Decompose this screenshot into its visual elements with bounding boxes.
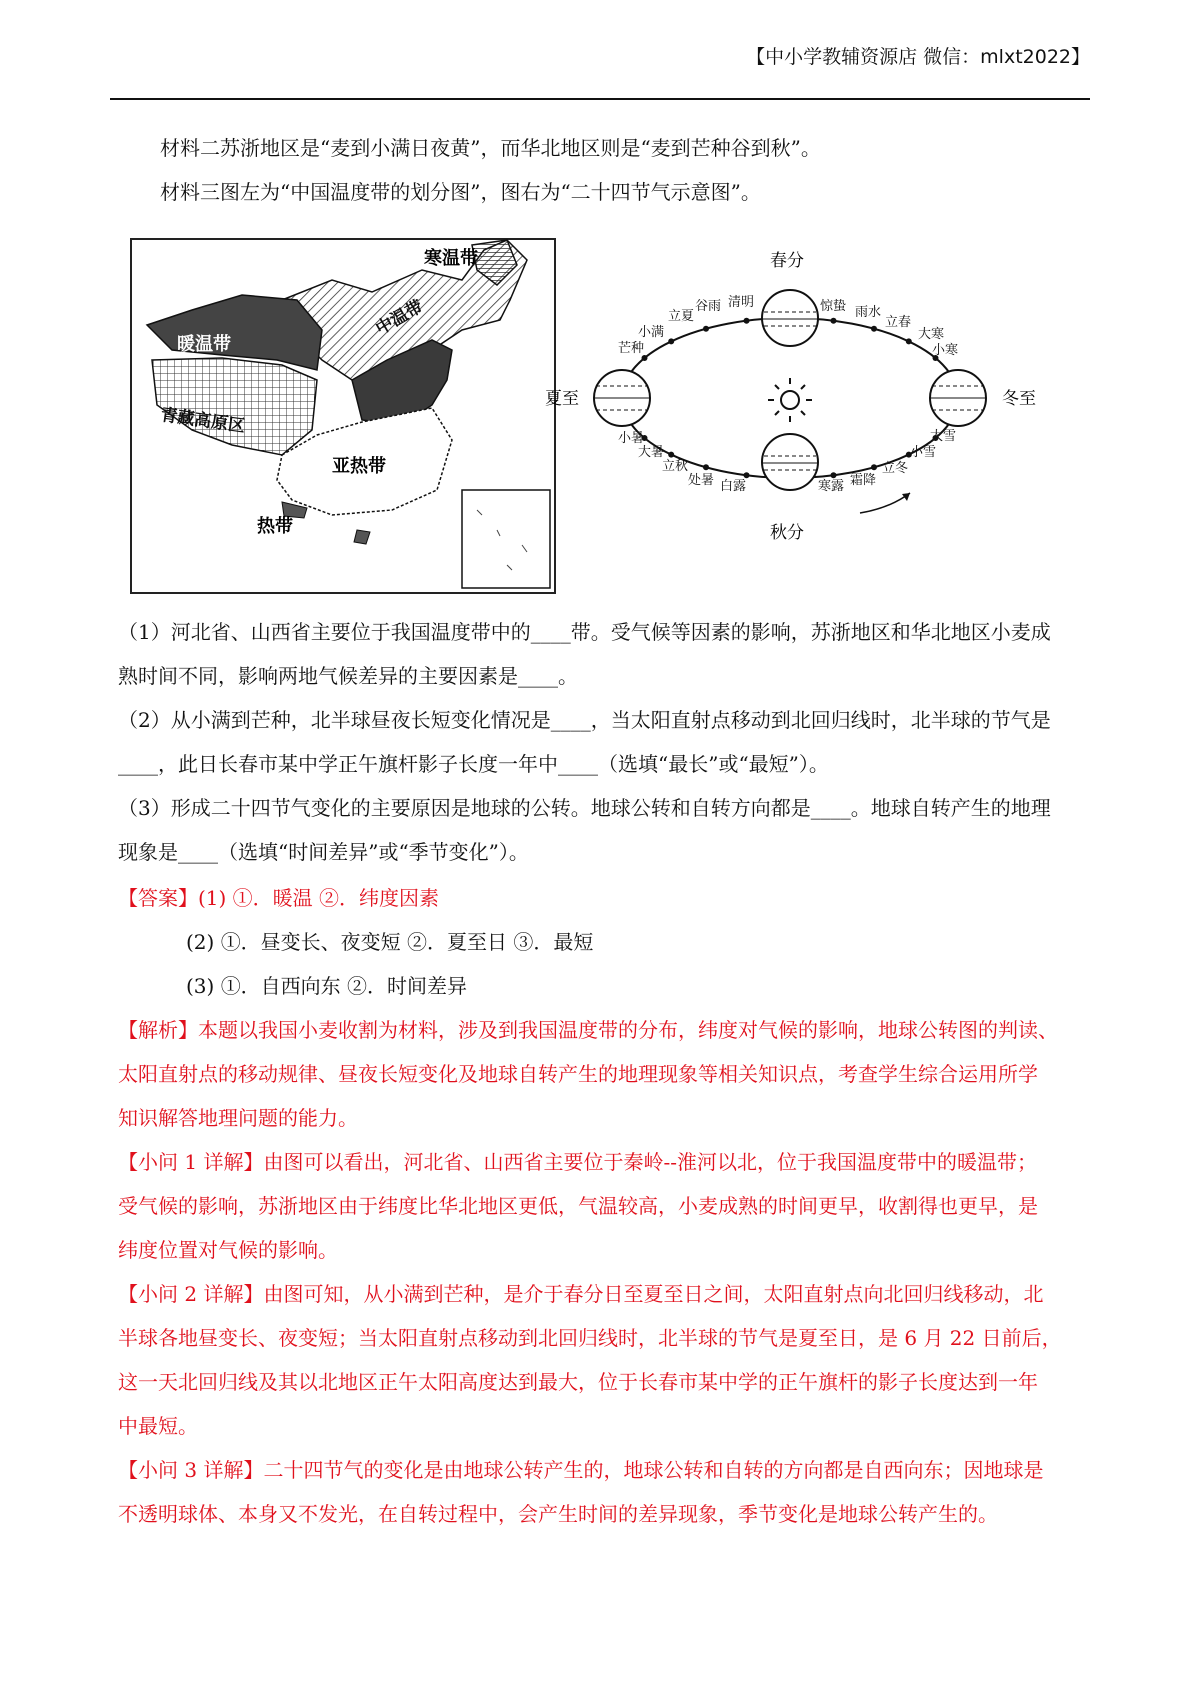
question-3b: 现象是____（选填“时间差异”或“季节变化”）。 xyxy=(118,840,529,864)
page-header xyxy=(110,42,1090,100)
term-xiaoxue: 小雪 xyxy=(910,445,937,460)
term-dahan: 大寒 xyxy=(918,327,945,342)
map-svg xyxy=(132,240,554,592)
term-shuangjiang: 霜降 xyxy=(850,473,877,488)
orbit-dot xyxy=(703,464,709,470)
term-chushu: 处暑 xyxy=(688,473,715,488)
question-3a: （3）形成二十四节气变化的主要原因是地球的公转。地球公转和自转方向都是____。地球自转产生的地理 xyxy=(118,796,1051,820)
detail-2-line-3: 这一天北回归线及其以北地区正午太阳高度达到最大，位于长春市某中学的正午旗杆的影子长度达到一年 xyxy=(118,1370,1038,1394)
term-qingming: 清明 xyxy=(728,295,755,310)
analysis-line-2: 太阳直射点的移动规律、昼夜长短变化及地球自转产生的地理现象等相关知识点，考查学生综合运用所学 xyxy=(118,1062,1038,1086)
term-daxue: 大雪 xyxy=(930,429,957,444)
sun-icon xyxy=(768,378,812,422)
solar-terms-diagram xyxy=(545,238,1090,598)
question-1b: 熟时间不同，影响两地气候差异的主要因素是____。 xyxy=(118,664,578,688)
detail-3-line-1: 【小问 3 详解】二十四节气的变化是由地球公转产生的，地球公转和自转的方向都是自西向东；因地球是 xyxy=(118,1458,1044,1482)
label-subtropical: 亚热带 xyxy=(332,456,386,477)
detail-2-line-1: 【小问 2 详解】由图可知，从小满到芒种，是介于春分日至夏至日之间，太阳直射点向北回归线移动，北 xyxy=(118,1282,1044,1306)
term-yushui: 雨水 xyxy=(855,305,882,320)
question-1a: （1）河北省、山西省主要位于我国温度带中的____带。受气候等因素的影响，苏浙地区和华北地区小麦成 xyxy=(118,620,1051,644)
figure xyxy=(130,238,1090,598)
detail-1-line-1: 【小问 1 详解】由图可以看出，河北省、山西省主要位于秦岭--淮河以北，位于我国温度带中的暖温带； xyxy=(118,1150,1037,1174)
analysis-line-3: 知识解答地理问题的能力。 xyxy=(118,1106,358,1130)
earth-spring xyxy=(762,290,818,346)
answer-1 xyxy=(118,876,1098,920)
earth-winter xyxy=(930,370,986,426)
earth-summer xyxy=(594,370,650,426)
detail-1-line-2: 受气候的影响，苏浙地区由于纬度比华北地区更低，气温较高，小麦成熟的时间更早，收割得也更早，是 xyxy=(118,1194,1038,1218)
term-dashu: 大暑 xyxy=(638,445,665,460)
south-sea-inset xyxy=(462,490,550,588)
label-spring-equinox: 春分 xyxy=(770,251,804,271)
term-hanlu: 寒露 xyxy=(818,479,845,494)
term-xiaoman: 小满 xyxy=(638,325,665,340)
detail-3-line-2: 不透明球体、本身又不发光，在自转过程中，会产生时间的差异现象，季节变化是地球公转产生的。 xyxy=(118,1502,998,1526)
label-plateau: 青藏高原区 xyxy=(159,405,247,437)
label-cold-temperate: 寒温带 xyxy=(424,248,478,269)
material-3: 材料三图左为“中国温度带的划分图”，图右为“二十四节气示意图”。 xyxy=(160,180,761,204)
term-xiaohan: 小寒 xyxy=(932,343,959,358)
label-warm-temperate: 暖温带 xyxy=(177,334,231,355)
earth-autumn xyxy=(762,434,818,490)
label-mid-temperate: 中温带 xyxy=(372,296,427,340)
orbit-dot xyxy=(871,326,877,332)
term-liqiu: 立秋 xyxy=(662,459,689,474)
hainan-island xyxy=(354,530,370,544)
detail-1-line-3: 纬度位置对气候的影响。 xyxy=(118,1238,338,1262)
analysis-line-1: 【解析】本题以我国小麦收割为材料，涉及到我国温度带的分布，纬度对气候的影响，地球公转图的判读、 xyxy=(118,1018,1058,1042)
orbit-dot xyxy=(744,472,750,478)
term-lixia: 立夏 xyxy=(668,309,695,324)
answer-1-text: 【答案】(1) ①．暖温 ②．纬度因素 xyxy=(118,886,440,910)
orbit-dot xyxy=(703,326,709,332)
term-jingzhe: 惊蛰 xyxy=(820,299,847,314)
china-temperature-zone-map xyxy=(130,238,556,594)
label-summer-solstice: 夏至 xyxy=(545,389,579,409)
orbit-dot xyxy=(744,318,750,324)
detail-2-line-4: 中最短。 xyxy=(118,1414,198,1438)
label-autumn-equinox: 秋分 xyxy=(770,523,804,543)
orbit-dot xyxy=(830,472,836,478)
term-xiaoshu: 小暑 xyxy=(618,431,645,446)
direction-arrow xyxy=(860,493,910,513)
header-text: 【中小学教辅资源店 微信：mlxt2022】 xyxy=(746,46,1090,68)
label-tropical: 热带 xyxy=(257,516,293,537)
term-mangzhong: 芒种 xyxy=(618,341,645,356)
term-lichun: 立春 xyxy=(885,315,912,330)
orbit-dot xyxy=(871,464,877,470)
question-2b: ____，此日长春市某中学正午旗杆影子长度一年中____（选填“最长”或“最短”）。 xyxy=(118,752,829,776)
answer-3: (3) ①．自西向东 ②．时间差异 xyxy=(186,974,468,998)
solar-terms-svg xyxy=(545,238,1090,598)
term-guyu: 谷雨 xyxy=(695,299,722,314)
term-bailu: 白露 xyxy=(720,479,747,494)
orbit-dot xyxy=(830,318,836,324)
material-2: 材料二苏浙地区是“麦到小满日夜黄”，而华北地区则是“麦到芒种谷到秋”。 xyxy=(160,136,821,160)
question-2a: （2）从小满到芒种，北半球昼夜长短变化情况是____，当太阳直射点移动到北回归线时，北半球的节气是 xyxy=(118,708,1051,732)
orbit-dot xyxy=(906,338,912,344)
detail-2-line-2: 半球各地昼变长、夜变短；当太阳直射点移动到北回归线时，北半球的节气是夏至日，是 6 月 22 日前后， xyxy=(118,1326,1062,1350)
orbit-dot xyxy=(668,452,674,458)
label-winter-solstice: 冬至 xyxy=(1002,389,1036,409)
orbit-dot xyxy=(668,338,674,344)
answer-2: (2) ①．昼变长、夜变短 ②．夏至日 ③．最短 xyxy=(186,930,594,954)
term-lidong: 立冬 xyxy=(882,461,909,476)
